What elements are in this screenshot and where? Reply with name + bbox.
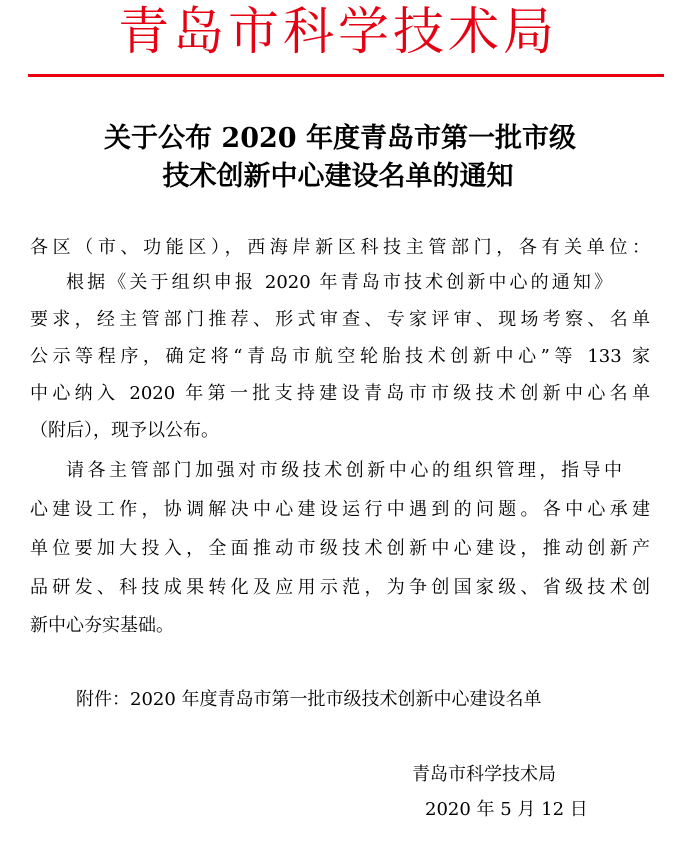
document-title-line-1: 关于公布 2020 年度青岛市第一批市级 bbox=[104, 123, 576, 154]
paragraph-1-line-3: 公示等程序，确定将“青岛市航空轮胎技术创新中心”等 133 家 bbox=[30, 346, 650, 367]
paragraph-1-line-5: （附后），现予以公布。 bbox=[30, 420, 219, 441]
paragraph-1-line-4: 中心纳入 2020 年第一批支持建设青岛市市级技术创新中心名单 bbox=[30, 383, 650, 404]
letterhead-red-rule bbox=[28, 74, 664, 77]
paragraph-2-line-4: 品研发、科技成果转化及应用示范，为争创国家级、省级技术创 bbox=[30, 577, 650, 598]
paragraph-2-line-3: 单位要加大投入，全面推动市级技术创新中心建设，推动创新产 bbox=[30, 538, 650, 559]
paragraph-2-line-5: 新中心夯实基础。 bbox=[30, 615, 174, 636]
document-title-line-2: 技术创新中心建设名单的通知 bbox=[162, 161, 514, 192]
signature-organization: 青岛市科学技术局 bbox=[412, 764, 556, 785]
salutation: 各区（市、功能区），西海岸新区科技主管部门，各有关单位： bbox=[30, 237, 650, 258]
paragraph-2-line-1: 请各主管部门加强对市级技术创新中心的组织管理，指导中 bbox=[66, 460, 622, 481]
paragraph-1-line-1: 根据《关于组织申报 2020 年青岛市技术创新中心的通知》 bbox=[66, 272, 612, 293]
attachment-note: 附件：2020 年度青岛市第一批市级技术创新中心建设名单 bbox=[76, 689, 542, 710]
signature-date: 2020 年 5 月 12 日 bbox=[425, 799, 588, 820]
paragraph-1-line-2: 要求，经主管部门推荐、形式审查、专家评审、现场考察、名单 bbox=[30, 309, 650, 330]
agency-letterhead: 青岛市科学技术局 bbox=[117, 3, 558, 62]
paragraph-2-line-2: 心建设工作，协调解决中心建设运行中遇到的问题。各中心承建 bbox=[30, 499, 650, 520]
